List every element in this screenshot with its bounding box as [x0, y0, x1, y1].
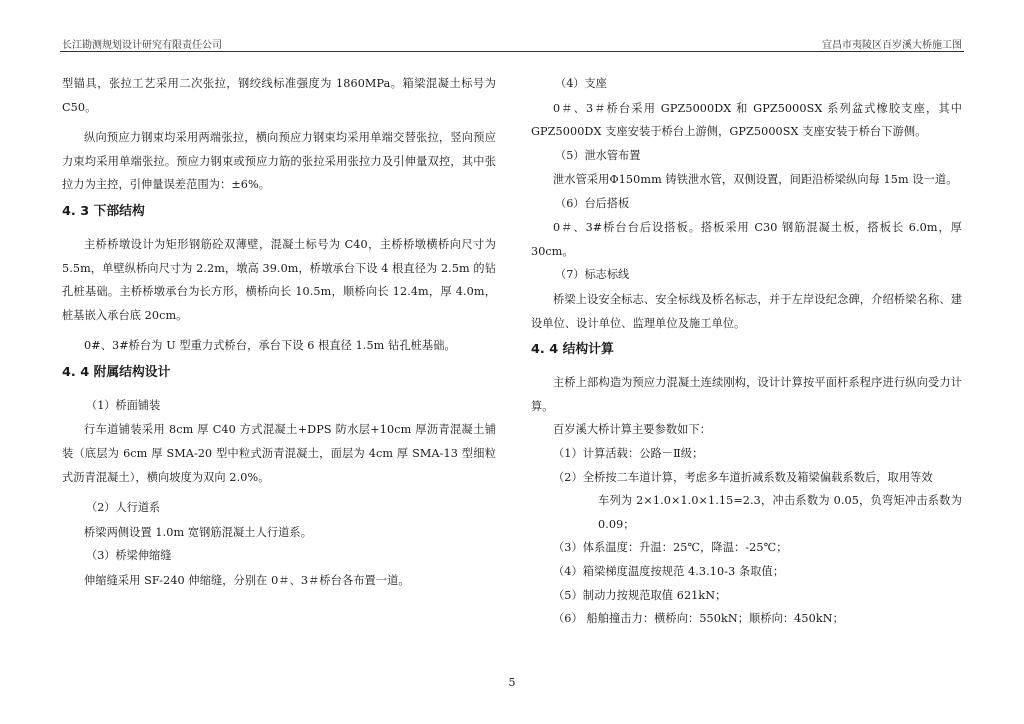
paragraph: 桥梁上设安全标志、安全标线及桥名标志，并于左岸设纪念碑，介绍桥梁名称、建设单位、设计单位、监理单位及施工单位。 — [531, 292, 962, 330]
subheading: （1）桥面铺装 — [86, 398, 161, 412]
paragraph: 0＃、3＃桥台采用 GPZ5000DX 和 GPZ5000SX 系列盆式橡胶支座，其中 GPZ5000DX 支座安装于桥台上游侧，GPZ5000SX 支座安装于桥台下游侧。 — [531, 101, 962, 139]
paragraph: 主桥上部构造为预应力混凝土连续刚构，设计计算按平面杆系程序进行纵向受力计算。 — [531, 376, 962, 413]
list-item: （5）制动力按规范取值 621kN； — [553, 588, 727, 602]
header-right: 宜昌市夷陵区百岁溪大桥施工图 — [822, 40, 962, 51]
list-item: （3）体系温度：升温：25℃，降温：-25℃； — [553, 541, 788, 555]
right-column — [531, 72, 962, 631]
paragraph: 桥梁两侧设置 1.0m 宽钢筋混凝土人行道系。 — [84, 525, 313, 539]
paragraph: 0＃、3#桥台台后设搭板。搭板采用 C30 钢筋混凝土板，搭板长 6.0m，厚 30cm。 — [531, 221, 962, 258]
left-column — [62, 72, 496, 592]
subheading: （2）人行道系 — [86, 501, 161, 515]
header-left: 长江勘测规划设计研究有限责任公司 — [62, 40, 222, 51]
paragraph: 型锚具，张拉工艺采用二次张拉，钢绞线标准强度为 1860MPa。箱梁混凝土标号为 C50。 — [62, 77, 496, 114]
paragraph: 泄水管采用Φ150mm 铸铁泄水管，双侧设置，间距沿桥梁纵向每 15m 设一道。 — [553, 173, 958, 187]
list-item: （1）计算活载：公路－Ⅱ级； — [553, 446, 704, 460]
subheading: （7）标志标线 — [555, 268, 630, 282]
paragraph: 纵向预应力钢束均采用两端张拉，横向预应力钢束均采用单端交替张拉，竖向预应力束均采用单端张拉。预应力钢束或预应力筋的张拉采用张拉力及引伸量双控，其中张拉力为主控，引伸量误差范围为：±6%。 — [62, 131, 496, 192]
subheading: （3）桥梁伸缩缝 — [86, 549, 172, 563]
section-heading: 4. 3 下部结构 — [62, 203, 145, 219]
subheading: （5）泄水管布置 — [555, 148, 641, 162]
paragraph: 主桥桥墩设计为矩形钢筋砼双薄壁，混凝土标号为 C40，主桥桥墩横桥向尺寸为 5.5m，单壁纵桥向尺寸为 2.2m，墩高 39.0m，桥墩承台下设 4 根直径为 2.5m 的钻孔桩基础。主桥桥墩承台为长方形，横桥向长 10.5m，顺桥向长 12.4m，厚 4.0m，桩基嵌入承台底 20cm。 — [62, 237, 496, 322]
paragraph: 伸缩缝采用 SF-240 伸缩缝，分别在 0＃、3＃桥台各布置一道。 — [84, 573, 410, 587]
paragraph: 0#、3#桥台为 U 型重力式桥台，承台下设 6 根直径 1.5m 钻孔桩基础。 — [84, 339, 456, 353]
list-item: （6） 船舶撞击力：横桥向：550kN；顺桥向：450kN； — [553, 612, 844, 626]
list-item: （2）全桥按二车道计算，考虑多车道折减系数及箱梁偏载系数后，取用等效 — [553, 470, 933, 484]
section-heading: 4. 4 结构计算 — [531, 342, 614, 358]
page-number: 5 — [508, 676, 516, 689]
paragraph: 行车道铺装采用 8cm 厚 C40 方式混凝土+DPS 防水层+10cm 厚沥青混凝土铺装（底层为 6cm 厚 SMA-20 型中粒式沥青混凝土，面层为 4cm 厚 SMA-13 型细粒式沥青混凝土），横向坡度为双向 2.0%。 — [62, 423, 496, 484]
list-item: （4）箱梁梯度温度按规范 4.3.10-3 条取值； — [553, 564, 785, 578]
section-heading: 4. 4 附属结构设计 — [62, 364, 171, 380]
header-rule — [60, 51, 964, 52]
subheading: （6）台后搭板 — [555, 196, 630, 210]
subheading: （4）支座 — [555, 77, 607, 90]
list-item-continuation: 车列为 2×1.0×1.0×1.15=2.3，冲击系数为 0.05，负弯矩冲击系数为 0.09； — [598, 494, 962, 531]
paragraph: 百岁溪大桥计算主要参数如下： — [553, 423, 712, 437]
